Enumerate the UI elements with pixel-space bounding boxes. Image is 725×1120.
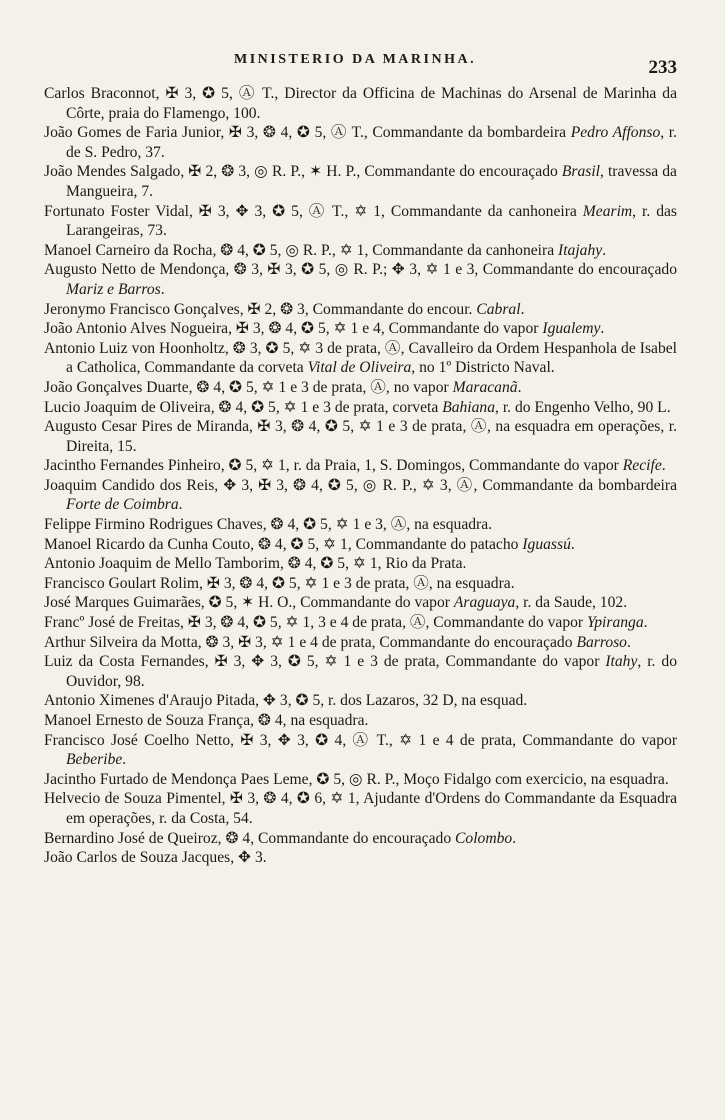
officer-entry: [44, 554, 677, 574]
officer-entry: [44, 241, 677, 261]
officer-name: José Marques Guimarães,: [44, 594, 205, 612]
vessel-name: Ypiranga: [587, 614, 644, 632]
officer-address: .: [517, 378, 522, 396]
vessel-name: Vital de Oliveira: [307, 359, 412, 377]
vessel-name: Pedro Affonso: [570, 124, 661, 142]
officer-details: ❂ 4, ✪ 5, ✡ 1, Rio da Prata.: [283, 555, 467, 573]
officer-address: .: [643, 614, 648, 632]
officer-name: Antonio Joaquim de Mello Tamborim,: [44, 555, 284, 573]
vessel-name: Colombo: [455, 829, 513, 847]
officer-details: ✪ 5, ✶ H. O., Commandante do vapor: [204, 594, 454, 612]
officer-name: João Antonio Alves Nogueira,: [44, 320, 232, 338]
officer-details: ❂ 4, Commandante do encouraçado: [221, 829, 456, 847]
officer-address: , r. da Saude, 102.: [515, 594, 628, 612]
officer-name: Joaquim Candido dos Reis,: [44, 476, 219, 494]
officer-name: Manoel Ernesto de Souza França,: [44, 712, 255, 729]
running-title: MINISTERIO DA MARINHA.: [234, 52, 477, 67]
officer-entry: [44, 476, 677, 515]
officer-details: ✠ 3, ❂ 4, ✪ 5, ✡ 1 e 3 de prata, Ⓐ, na esquadra.: [202, 574, 515, 592]
officer-entry: [44, 848, 677, 868]
officer-name: João Carlos de Souza Jacques,: [44, 849, 235, 867]
officer-name: Felippe Firmino Rodrigues Chaves,: [44, 516, 267, 534]
officer-entry: [44, 319, 677, 339]
officer-details: ✠ 3, ❂ 4, ✪ 5, Ⓐ T., Commandante da bombardeira: [224, 124, 571, 142]
officer-address: , travessa da Mangueira, 7.: [66, 163, 677, 200]
officer-name: Jacintho Furtado de Mendonça Paes Leme,: [44, 770, 313, 788]
officer-entry: [44, 398, 677, 418]
officer-details: ❂ 4, ✪ 5, ✡ 1 e 3 de prata, corveta: [214, 398, 443, 416]
officer-address: .: [520, 300, 525, 318]
officer-address: .: [626, 633, 631, 651]
vessel-name: Itajahy: [558, 241, 603, 259]
officer-entry: [44, 260, 677, 299]
vessel-name: Araguaya: [453, 594, 516, 612]
officer-entry: [44, 84, 677, 123]
officer-details: ✠ 3, ✥ 3, ✪ 4, Ⓐ T., ✡ 1 e 4 de prata, Commandante do vapor: [234, 731, 678, 749]
officer-address: .: [570, 535, 575, 553]
officer-name: Jeronymo Francisco Gonçalves,: [44, 300, 244, 318]
officer-details: ✠ 2, ❂ 3, ◎ R. P., ✶ H. P., Commandante do encouraçado: [184, 163, 562, 181]
officer-details: ❂ 4, ✪ 5, ✡ 1, Commandante do patacho: [254, 535, 523, 553]
officer-details: ✠ 3, ❂ 4, ✪ 6, ✡ 1, Ajudante d'Ordens do Commandante da Esquadra em operações, r. da Costa, 54.: [66, 790, 677, 827]
officer-entry: [44, 711, 677, 731]
vessel-name: Igualemy: [542, 320, 601, 338]
officer-entry: [44, 574, 677, 594]
officer-entry: [44, 770, 677, 790]
officer-details: ✠ 3, ✪ 5, Ⓐ T., Director da Officina de Machinas do Arsenal de Marinha da Côrte, praia do Flamengo, 100.: [66, 85, 678, 122]
officer-entry: [44, 789, 677, 828]
vessel-name: Cabral: [476, 300, 521, 318]
page-number: 233: [648, 57, 677, 78]
vessel-name: Mariz e Barros: [66, 280, 161, 298]
officer-name: Arthur Silveira da Motta,: [44, 633, 202, 651]
officer-details: ❂ 3, ✠ 3, ✪ 5, ◎ R. P.; ✥ 3, ✡ 1 e 3, Commandante do encouraçado: [229, 261, 677, 279]
officer-address: .: [122, 751, 127, 769]
officer-name: Carlos Braconnot,: [44, 85, 160, 102]
officer-name: João Gomes de Faria Junior,: [44, 124, 225, 142]
officer-details: ❂ 4, ✪ 5, ✡ 1 e 3, Ⓐ, na esquadra.: [266, 516, 493, 534]
officer-details: ✥ 3.: [234, 849, 267, 867]
officer-details: ✥ 3, ✠ 3, ❂ 4, ✪ 5, ◎ R. P., ✡ 3, Ⓐ, Commandante da bombardeira: [218, 476, 677, 494]
officer-address: , r. do Ouvidor, 98.: [66, 653, 677, 690]
officer-details: ✥ 3, ✪ 5, r. dos Lazaros, 32 D, na esquad.: [259, 692, 528, 710]
officer-entry: [44, 593, 677, 613]
officer-details: ❂ 4, ✪ 5, ✡ 1 e 3 de prata, Ⓐ, no vapor: [192, 378, 453, 396]
officer-entry: [44, 339, 677, 378]
officer-address: .: [178, 496, 183, 514]
officer-name: Francisco José Coelho Netto,: [44, 731, 235, 749]
officer-name: Helvecio de Souza Pimentel,: [44, 790, 226, 808]
officer-details: ✪ 5, ✡ 1, r. da Praia, 1, S. Domingos, Commandante do vapor: [224, 457, 623, 475]
officer-entry: [44, 456, 677, 476]
officer-entry: [44, 535, 677, 555]
officer-entry: [44, 417, 677, 456]
officer-address: .: [661, 457, 666, 475]
vessel-name: Maracanã: [452, 378, 518, 396]
officer-name: Francisco Goulart Rolim,: [44, 574, 203, 592]
vessel-name: Bahiana: [442, 398, 496, 416]
officer-name: Lucio Joaquim de Oliveira,: [44, 398, 215, 416]
officer-address: .: [160, 280, 165, 298]
officer-name: Jacintho Fernandes Pinheiro,: [44, 457, 225, 475]
officer-name: João Gonçalves Duarte,: [44, 378, 193, 396]
officer-details: ✠ 3, ✥ 3, ✪ 5, ✡ 1 e 3 de prata, Commandante do vapor: [208, 653, 606, 671]
officer-details: ✠ 3, ❂ 4, ✪ 5, ✡ 1 e 3 de prata, Ⓐ, na esquadra em operações, r. Direita, 15.: [66, 418, 677, 455]
officer-entry: [44, 162, 677, 201]
officer-name: Antonio Ximenes d'Araujo Pitada,: [44, 692, 260, 710]
officer-name: Fortunato Foster Vidal,: [44, 202, 193, 220]
officer-name: Luiz da Costa Fernandes,: [44, 653, 209, 671]
vessel-name: Iguassú: [522, 535, 571, 553]
officer-name: Manoel Ricardo da Cunha Couto,: [44, 535, 255, 553]
vessel-name: Recife: [622, 457, 662, 475]
officer-address: , r. de S. Pedro, 37.: [66, 124, 678, 161]
vessel-name: Brasil: [561, 163, 600, 181]
officer-address: .: [602, 241, 607, 259]
officer-details: ✪ 5, ◎ R. P., Moço Fidalgo com exercicio, na esquadra.: [312, 770, 669, 788]
officer-name: Antonio Luiz von Hoonholtz,: [44, 339, 229, 357]
vessel-name: Barroso: [576, 633, 627, 651]
officer-entry: [44, 731, 677, 770]
officer-details: ✠ 2, ❂ 3, Commandante do encour.: [243, 300, 477, 318]
officer-entry: [44, 829, 677, 849]
officer-entry: [44, 633, 677, 653]
officer-list: [44, 84, 677, 868]
officer-entry: [44, 652, 677, 691]
officer-address: .: [512, 829, 517, 847]
officer-name: Manoel Carneiro da Rocha,: [44, 241, 217, 259]
officer-entry: [44, 378, 677, 398]
vessel-name: Beberibe: [66, 751, 123, 769]
officer-address: , r. das Larangeiras, 73.: [66, 202, 677, 240]
officer-name: Bernardino José de Queiroz,: [44, 829, 222, 847]
officer-details: ❂ 4, ✪ 5, ◎ R. P., ✡ 1, Commandante da canhoneira: [216, 241, 559, 259]
officer-name: Augusto Cesar Pires de Miranda,: [44, 418, 253, 436]
officer-entry: [44, 691, 677, 711]
officer-entry: [44, 202, 677, 241]
officer-details: ✠ 3, ✥ 3, ✪ 5, Ⓐ T., ✡ 1, Commandante da canhoneira: [192, 202, 583, 220]
page-header: [44, 0, 677, 78]
officer-name: Francº José de Freitas,: [44, 614, 184, 632]
vessel-name: Forte de Coimbra: [66, 496, 179, 514]
officer-details: ❂ 3, ✪ 5, ✡ 3 de prata, Ⓐ, Cavalleiro da Ordem Hespanhola de Isabel a Catholica, Commandante da corveta: [66, 339, 677, 377]
officer-details: ✠ 3, ❂ 4, ✪ 5, ✡ 1, 3 e 4 de prata, Ⓐ, Commandante do vapor: [183, 614, 587, 632]
officer-entry: [44, 613, 677, 633]
officer-name: João Mendes Salgado,: [44, 163, 185, 181]
officer-entry: [44, 300, 677, 320]
officer-name: Augusto Netto de Mendonça,: [44, 261, 230, 279]
vessel-name: Mearim: [582, 202, 633, 220]
officer-address: , no 1º Districto Naval.: [411, 359, 555, 377]
officer-entry: [44, 123, 677, 162]
officer-details: ✠ 3, ❂ 4, ✪ 5, ✡ 1 e 4, Commandante do vapor: [231, 320, 543, 338]
officer-address: , r. do Engenho Velho, 90 L.: [495, 398, 671, 416]
vessel-name: Itahy: [605, 653, 638, 671]
officer-details: ❂ 3, ✠ 3, ✡ 1 e 4 de prata, Commandante do encouraçado: [201, 633, 577, 651]
officer-address: .: [600, 320, 605, 338]
officer-entry: [44, 515, 677, 535]
officer-details: ❂ 4, na esquadra.: [254, 712, 369, 729]
